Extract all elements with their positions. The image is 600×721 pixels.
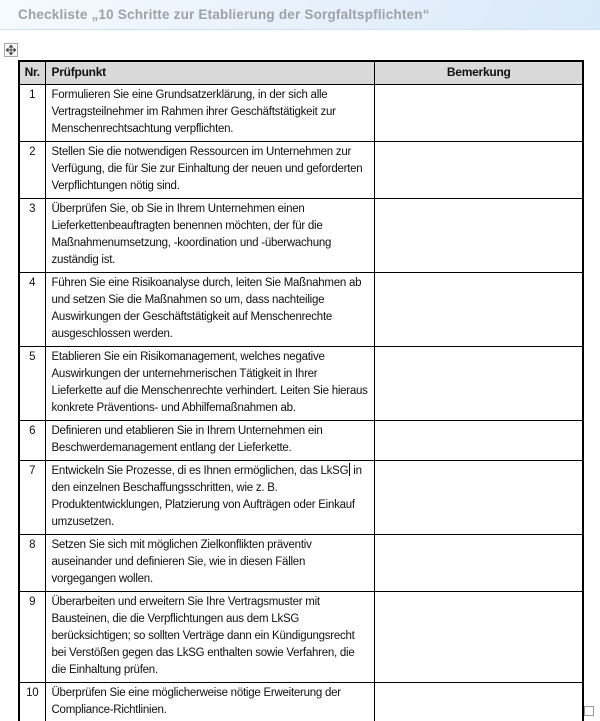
table-row <box>19 273 583 347</box>
pruefpunkt-cell[interactable]: Überprüfen Sie, ob Sie in Ihrem Unternehmen einen Lieferkettenbeauftragten benennen möchten, der für die Maßnahmenumsetzung, -koordination und -überwachung zuständig ist. <box>45 199 374 273</box>
document-title-bar <box>0 0 600 30</box>
text-after-cursor: in den einzelnen Beschaffungsschritten, wie z. B. Produktentwicklungen, Platzierung von Aufträgen oder Einkauf umzusetzen. <box>51 465 362 528</box>
row-number[interactable]: 4 <box>19 273 45 347</box>
bemerkung-cell[interactable] <box>374 142 583 199</box>
bemerkung-cell[interactable] <box>374 199 583 273</box>
row-number[interactable]: 3 <box>19 199 45 273</box>
row-number[interactable]: 9 <box>19 592 45 683</box>
table-row <box>19 535 583 592</box>
pruefpunkt-cell[interactable] <box>45 461 374 535</box>
pruefpunkt-cell[interactable]: Überarbeiten und erweitern Sie Ihre Vertragsmuster mit Bausteinen, die die Verpflichtungen aus dem LkSG berücksichtigen; so sollten Verträge dann ein Kündigungsrecht bei Verstößen gegen das LkSG enthalten sowie Verfahren, die die Einhaltung prüfen. <box>45 592 374 683</box>
pruefpunkt-cell[interactable]: Führen Sie eine Risikoanalyse durch, leiten Sie Maßnahmen ab und setzen Sie die Maßnahmen so um, dass nachteilige Auswirkungen der Geschäftstätigkeit auf Menschenrechte ausgeschlossen werden. <box>45 273 374 347</box>
table-row <box>19 683 583 721</box>
table-resize-handle[interactable] <box>584 706 594 716</box>
bemerkung-cell[interactable] <box>374 347 583 421</box>
table-row <box>19 199 583 273</box>
row-number[interactable]: 1 <box>19 85 45 142</box>
row-number[interactable]: 7 <box>19 461 45 535</box>
pruefpunkt-cell[interactable]: Etablieren Sie ein Risikomanagement, welches negative Auswirkungen der unternehmerischen Tätigkeit in Ihrer Lieferkette auf die Menschenrechte verhindert. Leiten Sie hieraus konkrete Präventions- und Abhilfemaßnahmen ab. <box>45 347 374 421</box>
header-cell-nr[interactable]: Nr. <box>19 61 45 85</box>
bemerkung-cell[interactable] <box>374 85 583 142</box>
document-title: Checkliste „10 Schritte zur Etablierung der Sorgfaltspflichten“ <box>18 7 430 22</box>
table-move-handle[interactable] <box>4 43 18 57</box>
row-number[interactable]: 8 <box>19 535 45 592</box>
row-number[interactable]: 2 <box>19 142 45 199</box>
pruefpunkt-cell[interactable]: Definieren und etablieren Sie in Ihrem Unternehmen ein Beschwerdemanagement entlang der Lieferkette. <box>45 421 374 461</box>
row-number[interactable]: 6 <box>19 421 45 461</box>
table-row <box>19 347 583 421</box>
table-row <box>19 421 583 461</box>
header-cell-pruefpunkt[interactable]: Prüfpunkt <box>45 61 374 85</box>
row-number[interactable]: 10 <box>19 683 45 721</box>
table-row <box>19 461 583 535</box>
table-row <box>19 142 583 199</box>
table-row <box>19 85 583 142</box>
pruefpunkt-cell[interactable]: Setzen Sie sich mit möglichen Zielkonflikten präventiv auseinander und definieren Sie, wie in diesen Fällen vorgegangen wollen. <box>45 535 374 592</box>
table-header-row <box>19 61 583 85</box>
move-icon <box>6 45 16 55</box>
bemerkung-cell[interactable] <box>374 461 583 535</box>
pruefpunkt-cell[interactable]: Stellen Sie die notwendigen Ressourcen im Unternehmen zur Verfügung, die für Sie zur Einhaltung der neuen und geforderten Verpflichtungen nötig sind. <box>45 142 374 199</box>
text-before-cursor: Entwickeln Sie Prozesse, di es Ihnen ermöglichen, das LkSG <box>51 465 349 477</box>
bemerkung-cell[interactable] <box>374 421 583 461</box>
pruefpunkt-cell[interactable]: Formulieren Sie eine Grundsatzerklärung, in der sich alle Vertragsteilnehmer im Rahmen ihrer Geschäftstätigkeit zur Menschenrechtsachtung verpflichten. <box>45 85 374 142</box>
bemerkung-cell[interactable] <box>374 592 583 683</box>
bemerkung-cell[interactable] <box>374 683 583 721</box>
bemerkung-cell[interactable] <box>374 273 583 347</box>
row-number[interactable]: 5 <box>19 347 45 421</box>
table-row <box>19 592 583 683</box>
bemerkung-cell[interactable] <box>374 535 583 592</box>
header-cell-bemerkung[interactable]: Bemerkung <box>374 61 583 85</box>
pruefpunkt-cell[interactable]: Überprüfen Sie eine möglicherweise nötige Erweiterung der Compliance-Richtlinien. <box>45 683 374 721</box>
checklist-table <box>18 60 584 721</box>
